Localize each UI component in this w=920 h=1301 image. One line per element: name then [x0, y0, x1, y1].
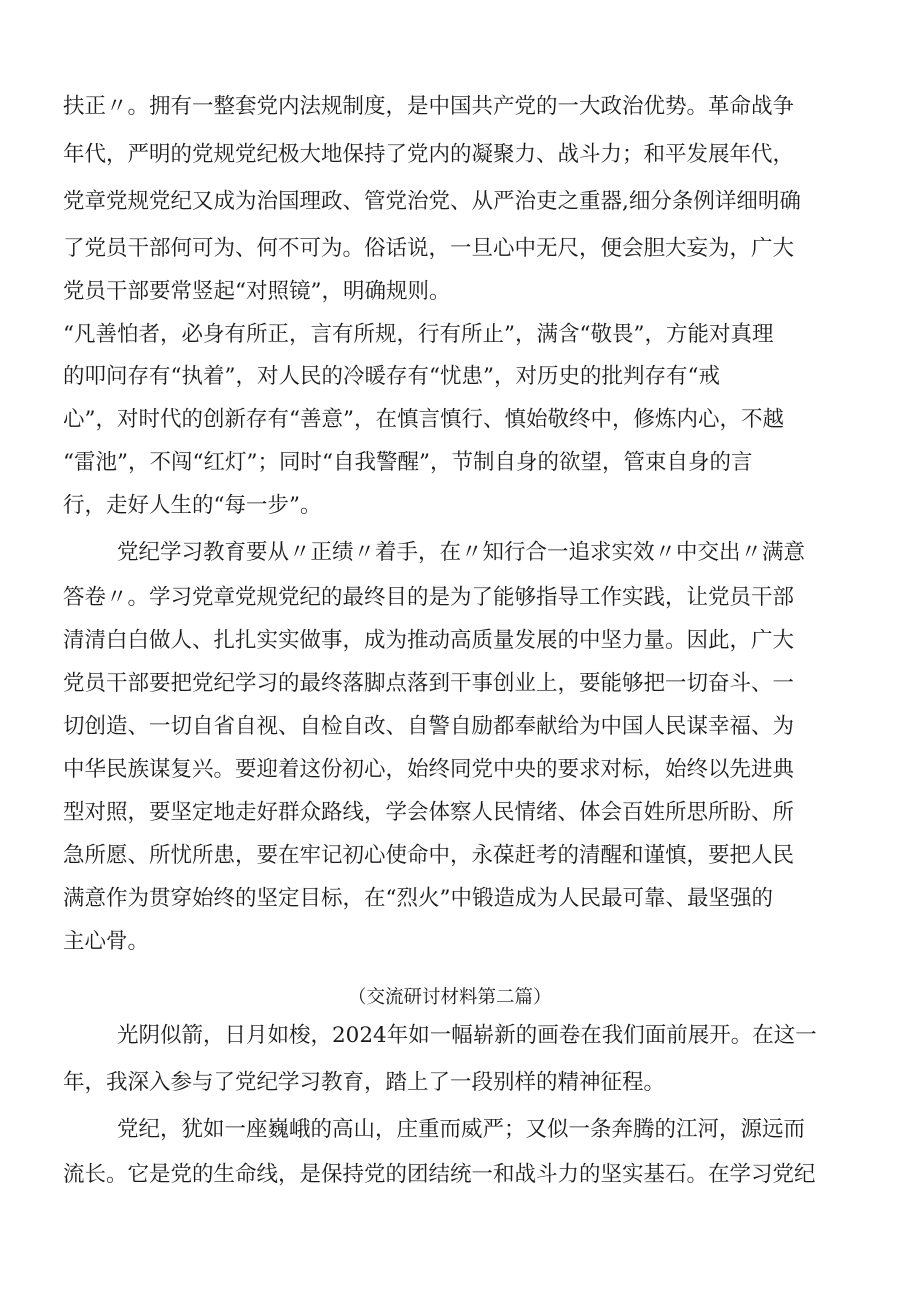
- paragraph-3-line-10: 主心骨。: [63, 929, 150, 954]
- paragraph-3-line-6: 中华民族谋复兴。要迎着这份初心，始终同党中央的要求对标，始终以先进典: [63, 757, 795, 782]
- paragraph-3-line-4: 党员干部要把党纪学习的最终落脚点落到干事创业上，要能够把一切奋斗、一: [63, 671, 795, 696]
- paragraph-5-line-2: 流长。它是党的生命线，是保持党的团结统一和战斗力的坚实基石。在学习党纪: [63, 1162, 816, 1187]
- paragraph-4-line-2: 年，我深入参与了党纪学习教育，踏上了一段别样的精神征程。: [63, 1070, 666, 1095]
- paragraph-3-line-9: 满意作为贯穿始终的坚定目标，在“烈火”中锻造成为人民最可靠、最坚强的: [63, 886, 773, 911]
- paragraph-1-line-4: 了党员干部何可为、何不可为。俗话说，一旦心中无尺，便会胆大妄为，广大: [63, 236, 795, 261]
- paragraph-3-line-3: 清清白白做人、扎扎实实做事，成为推动高质量发展的中坚力量。因此，广大: [63, 628, 795, 653]
- paragraph-3-line-8: 急所愿、所忧所患，要在牢记初心使命中，永葆赶考的清醒和谨慎，要把人民: [63, 843, 795, 868]
- paragraph-3-line-1: 党纪学习教育要从〃正绩〃着手，在〃知行合一追求实效〃中交出〃满意: [117, 540, 806, 565]
- paragraph-2-line-5: 行，走好人生的“每一步”。: [63, 493, 322, 518]
- paragraph-3-line-5: 切创造、一切自省自视、自检自改、自警自励都奉献给为中国人民谋幸福、为: [63, 714, 795, 739]
- paragraph-2-line-1: “凡善怕者，必身有所正，言有所规，行有所止”，满含“敬畏”，方能对真理: [63, 322, 774, 347]
- paragraph-1-line-2: 年代，严明的党规党纪极大地保持了党内的凝聚力、战斗力；和平发展年代，: [63, 142, 795, 167]
- paragraph-1-line-5: 党员干部要常竖起“对照镜”，明确规则。: [63, 279, 451, 304]
- paragraph-3-line-7: 型对照，要坚定地走好群众路线，学会体察人民情绪、体会百姓所思所盼、所: [63, 800, 795, 825]
- paragraph-5-line-1: 党纪，犹如一座巍峨的高山，庄重而威严；又似一条奔腾的江河，源远而: [117, 1117, 806, 1142]
- paragraph-2-line-2: 的叩问存有“执着”，对人民的冷暖存有“忧患”，对历史的批判存有“戒: [63, 364, 720, 389]
- paragraph-4-line-1: 光阴似箭，日月如梭，2024年如一幅崭新的画卷在我们面前展开。在这一: [117, 1023, 817, 1048]
- paragraph-2-line-4: “雷池”，不闯“红灯”；同时“自我警醒”，节制自身的欲望，管束自身的言: [63, 450, 753, 475]
- paragraph-1-line-1: 扶正〃。拥有一整套党内法规制度，是中国共产党的一大政治优势。革命战争: [63, 94, 795, 119]
- paragraph-2-line-3: 心”，对时代的创新存有“善意”，在慎言慎行、慎始敬终中，修炼内心，不越: [63, 407, 784, 432]
- paragraph-3-line-2: 答卷〃。学习党章党规党纪的最终目的是为了能够指导工作实践，让党员干部: [63, 585, 795, 610]
- section-heading: （交流研讨材料第二篇）: [348, 987, 552, 1008]
- paragraph-1-line-3: 党章党规党纪又成为治国理政、管党治党、从严治吏之重器,细分条例详细明确: [63, 189, 801, 214]
